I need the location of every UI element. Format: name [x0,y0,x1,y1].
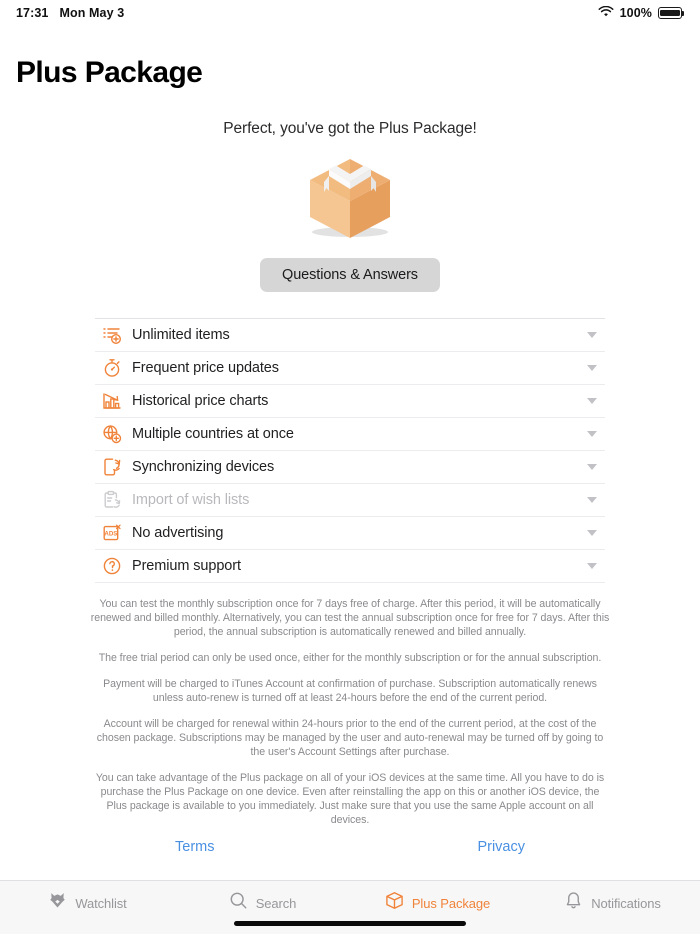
clipboard-sync-icon [95,490,129,510]
status-date: Mon May 3 [59,6,125,20]
privacy-link[interactable]: Privacy [477,839,525,855]
no-ads-icon [95,523,129,543]
bell-icon [564,891,583,915]
package-outline-icon [385,891,404,915]
chevron-down-icon[interactable] [579,431,605,437]
feature-label: Premium support [132,558,241,574]
chevron-down-icon[interactable] [579,530,605,536]
chevron-down-icon[interactable] [579,497,605,503]
legal-paragraph: You can test the monthly subscription once for 7 days free of charge. After this period, it will be automatically renewed and billed monthly. Alternatively, you can test the annual subscription once for free for 7 days. After this period, the annual subscription is automatically renewed and billed annually. [90,598,610,638]
feature-row[interactable] [95,319,605,352]
feature-label: No advertising [132,525,224,541]
battery-full-icon [658,7,682,19]
wolf-head-icon [48,891,67,915]
page-title: Plus Package [16,56,203,89]
tab-label: Search [255,895,297,911]
status-bar-right [598,6,682,21]
chevron-down-icon[interactable] [579,563,605,569]
status-bar-left [16,6,124,20]
list-plus-icon [95,325,129,345]
status-time: 17:31 [16,6,49,20]
svg-text:ADS: ADS [104,530,118,538]
feature-row[interactable] [95,484,605,517]
feature-row[interactable] [95,385,605,418]
feature-row[interactable] [95,352,605,385]
device-sync-icon [95,457,129,477]
legal-text [90,597,610,827]
search-icon [229,891,248,915]
status-bar [0,0,700,26]
feature-label: Frequent price updates [132,360,279,376]
chevron-down-icon[interactable] [579,332,605,338]
package-box-icon [302,156,398,242]
home-indicator [234,921,466,926]
qa-button-wrap [0,258,700,292]
feature-row[interactable] [95,451,605,484]
footer-links [115,839,585,855]
legal-paragraph: The free trial period can only be used once, either for the monthly subscription or for the annual subscription. [98,652,602,664]
question-circle-icon [95,556,129,576]
bar-chart-icon [95,391,129,411]
feature-list [95,318,605,583]
questions-answers-button[interactable]: Questions & Answers [260,258,440,292]
feature-label: Unlimited items [132,327,230,343]
feature-label: Synchronizing devices [132,459,275,475]
wifi-icon [598,6,614,21]
hero-section [0,120,700,292]
chevron-down-icon[interactable] [579,398,605,404]
battery-percent: 100% [619,6,652,20]
tab-search[interactable] [175,891,350,915]
tab-label: Notifications [591,895,661,911]
feature-row[interactable] [95,418,605,451]
feature-label: Historical price charts [132,393,269,409]
stopwatch-icon [95,358,129,378]
chevron-down-icon[interactable] [579,365,605,371]
tab-label: Watchlist [75,895,127,911]
feature-row[interactable] [95,517,605,550]
tab-plus-package[interactable] [350,891,525,915]
tab-bar [0,880,700,934]
tab-label: Plus Package [411,895,491,911]
tab-notifications[interactable] [525,891,700,915]
legal-paragraph: Account will be charged for renewal within 24-hours prior to the end of the current period, at the cost of the chosen package. Subscriptions may be managed by the user and auto-renewal may be turned off by going to the user's Account Settings after purchase. [96,718,604,758]
feature-row[interactable] [95,550,605,583]
feature-label: Import of wish lists [132,492,250,508]
legal-paragraph: You can take advantage of the Plus package on all of your iOS devices at the same time. All you have to do is purchase the Plus Package on one device. Even after reinstalling the app on this or another iOS device, the Plus package is available to you immediately. Just make sure that you use the same Apple account on all devices. [95,772,605,826]
globe-plus-icon [95,424,129,444]
chevron-down-icon[interactable] [579,464,605,470]
terms-link[interactable]: Terms [175,839,215,855]
tab-watchlist[interactable] [0,891,175,915]
legal-paragraph: Payment will be charged to iTunes Account at confirmation of purchase. Subscription automatically renews unless auto-renew is turned off at least 24-hours before the end of the current period. [103,678,597,704]
hero-subtitle: Perfect, you've got the Plus Package! [223,120,477,137]
feature-label: Multiple countries at once [132,426,294,442]
